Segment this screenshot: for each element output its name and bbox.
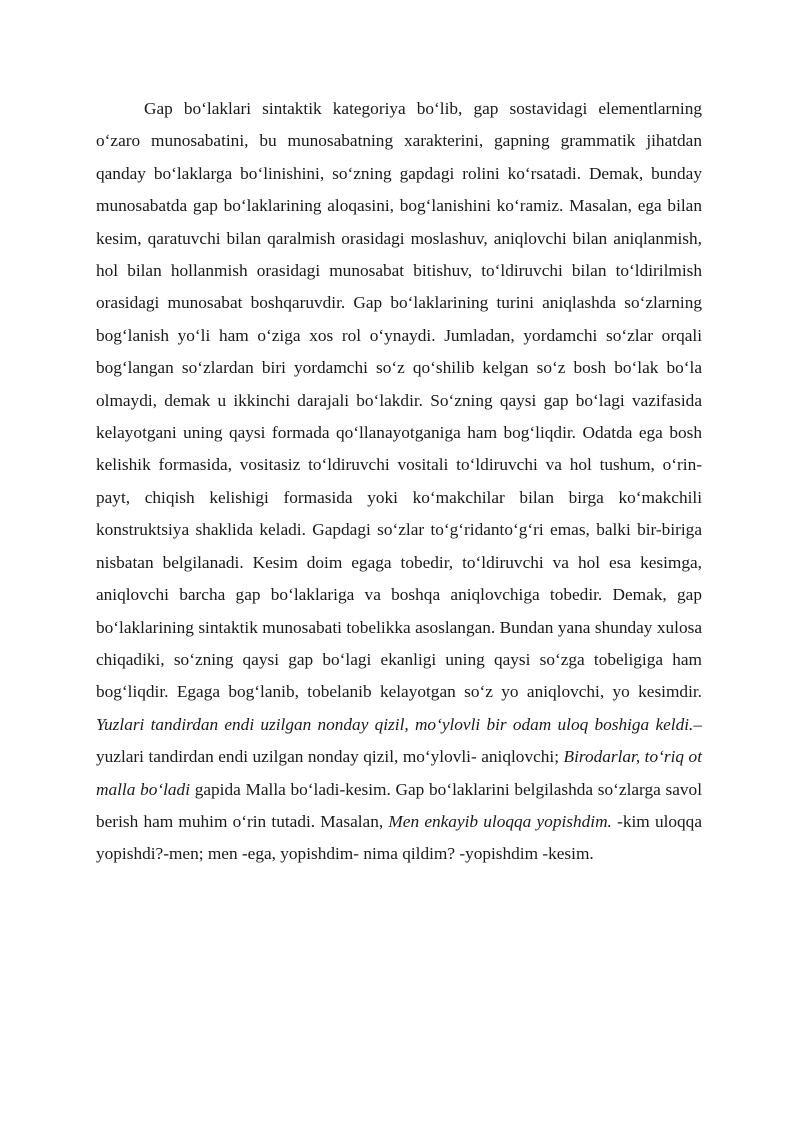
- paragraph-text-run: gapida Malla bo‘ladi-kesim. Gap bo‘laklarini belgilashda so‘zlarga savol berish ham muhim o‘rin tutadi. Masalan,: [96, 779, 702, 831]
- paragraph-text-run: Gap bo‘laklari sintaktik kategoriya bo‘lib, gap sostavidagi elementlarning o‘zaro munosabatini, bu munosabatning xarakterini, gapning grammatik jihatdan qanday bo‘laklarga bo‘linishini, so‘zning gapdagi rolini ko‘rsatadi. Demak, bunday munosabatda gap bo‘laklarining aloqasini, bog‘lanishini ko‘ramiz. Masalan, ega bilan kesim, qaratuvchi bilan qaralmish orasidagi moslashuv, aniqlovchi bilan aniqlanmish, hol bilan hollanmish orasidagi munosabat bitishuv, to‘ldiruvchi bilan to‘ldirilmish orasidagi munosabat boshqaruvdir. Gap bo‘laklarining turini aniqlashda so‘zlarning bog‘lanish yo‘li ham o‘ziga xos rol o‘ynaydi. Jumladan, yordamchi so‘zlar orqali bog‘langan so‘zlardan biri yordamchi so‘z qo‘shilib kelgan so‘z bosh bo‘lak bo‘la olmaydi, demak u ikkinchi darajali bo‘lakdir. So‘zning qaysi gap bo‘lagi vazifasida kelayotgani uning qaysi formada qo‘llanayotganiga ham bog‘liqdir. Odatda ega bosh kelishik formasida, vositasiz to‘ldiruvchi vositali to‘ldiruvchi va hol tushum, o‘rin-payt, chiqish kelishigi formasida yoki ko‘makchilar bilan birga ko‘makchili konstruktsiya shaklida keladi. Gapdagi so‘zlar to‘g‘ridanto‘g‘ri emas, balki bir-biriga nisbatan belgilanadi. Kesim doim egaga tobedir, to‘ldiruvchi va hol esa kesimga, aniqlovchi barcha gap bo‘laklariga va boshqa aniqlovchiga tobedir. Demak, gap bo‘laklarining sintaktik munosabati tobelikka asoslangan. Bundan yana shunday xulosa chiqadiki, so‘zning qaysi gap bo‘lagi ekanligi uning qaysi so‘zga tobeligiga ham bog‘liqdir. Egaga bog‘lanib, tobelanib kelayotgan so‘z yo aniqlovchi, yo kesimdir.: [96, 99, 702, 702]
- paragraph-text-run: -kim uloqqa yopishdi?-men; men -ega, yopishdim- nima qildim? -yopishdim -kesim.: [96, 811, 702, 864]
- example-sentence-italic: Men enkayib uloqqa yopishdim.: [388, 811, 612, 831]
- paragraph-text-run: –yuzlari tandirdan endi uzilgan nonday qizil, mo‘ylovli- aniqlovchi;: [96, 714, 702, 767]
- example-sentence-italic: Birodarlar, to‘riq ot malla bo‘ladi: [96, 747, 702, 799]
- example-sentence-italic: Yuzlari tandirdan endi uzilgan nonday qizil, mo‘ylovli bir odam uloq boshiga keldi.: [96, 714, 694, 734]
- body-paragraph: [96, 93, 702, 871]
